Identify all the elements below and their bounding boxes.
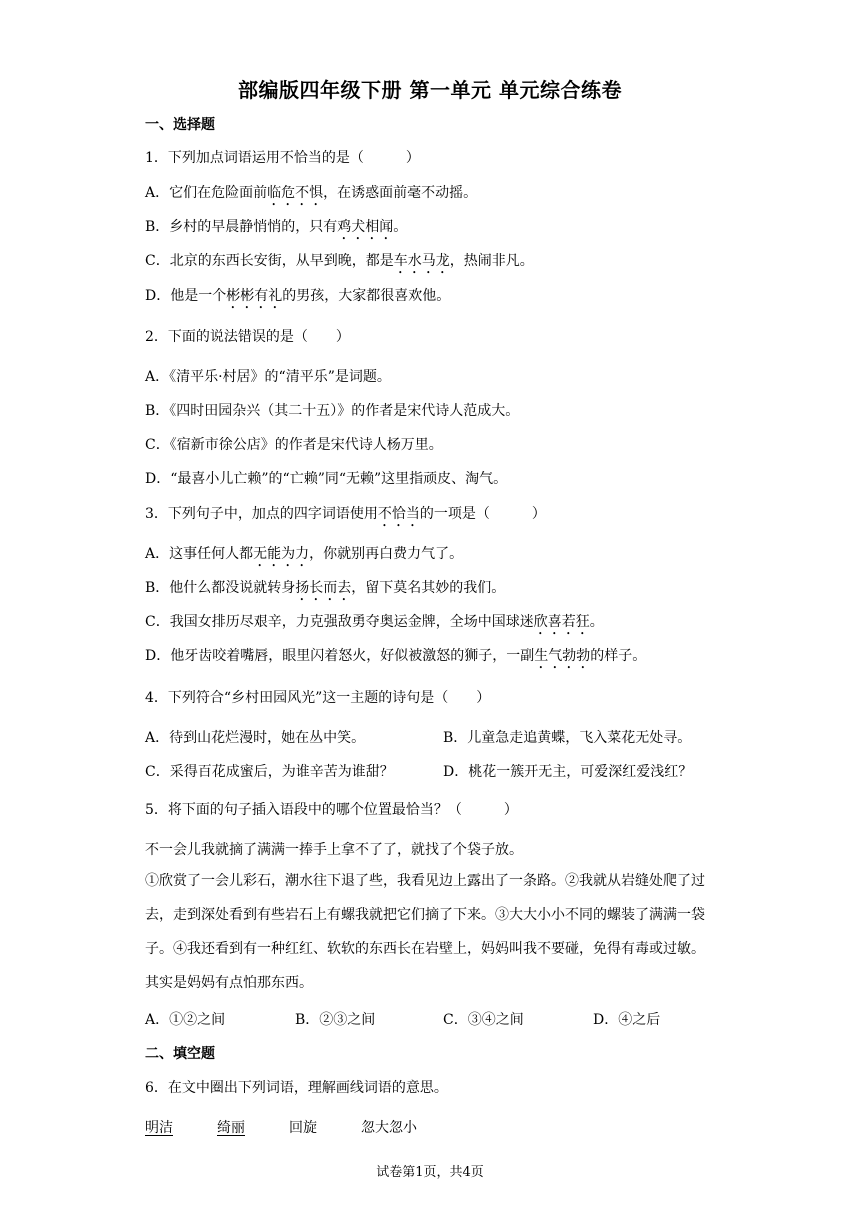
- question-5-option-a: A．①②之间: [145, 1012, 226, 1028]
- question-1-stem: 1．下列加点词语运用不恰当的是（ ）: [145, 150, 420, 166]
- question-2-option-a: A．《清平乐·村居》的“清平乐”是词题。: [145, 369, 391, 385]
- dotted-word: 扬长而去: [295, 580, 352, 596]
- word-underlined: 绮丽: [217, 1120, 245, 1136]
- question-5-option-c: C．③④之间: [443, 1012, 524, 1028]
- dotted-word: 临危不惧: [267, 185, 324, 201]
- section-heading-choice: 一、选择题: [145, 117, 215, 133]
- dotted-word: 不恰当: [377, 506, 420, 522]
- dotted-word: 生气勃勃: [534, 648, 591, 664]
- question-1-option-c: C．北京的东西长安街，从早到晚，都是车水马龙，热闹非凡。: [145, 253, 534, 269]
- question-2-stem: 2．下面的说法错误的是（ ）: [145, 329, 350, 345]
- question-3-option-d: D．他牙齿咬着嘴唇，眼里闪着怒火，好似被激怒的狮子，一副生气勃勃的样子。: [145, 648, 647, 664]
- question-2-option-c: C．《宿新市徐公店》的作者是宋代诗人杨万里。: [145, 437, 443, 453]
- question-3-option-b: B．他什么都没说就转身扬长而去，留下莫名其妙的我们。: [145, 580, 506, 596]
- dotted-word: 彬彬有礼: [226, 288, 283, 304]
- question-4-option-b: B．儿童急走追黄蝶，飞入菜花无处寻。: [443, 730, 692, 746]
- question-4-stem: 4．下列符合“乡村田园风光”这一主题的诗句是（ ）: [145, 690, 491, 706]
- dotted-word: 车水马龙: [393, 253, 450, 269]
- question-4-option-a: A．待到山花烂漫时，她在丛中笑。: [145, 730, 366, 746]
- section-heading-fill: 二、填空题: [145, 1046, 215, 1062]
- question-1-option-d: D．他是一个彬彬有礼的男孩，大家都很喜欢他。: [145, 288, 451, 304]
- word-plain: 忽大忽小: [361, 1120, 417, 1136]
- question-1-option-a: A．它们在危险面前临危不惧，在诱惑面前毫不动摇。: [145, 185, 478, 201]
- page-footer: 试卷第1页，共4页: [376, 1165, 484, 1180]
- question-4-option-c: C．采得百花成蜜后，为谁辛苦为谁甜？: [145, 764, 394, 780]
- dotted-word: 鸡犬相闻: [337, 219, 394, 235]
- question-4-option-d: D．桃花一簇开无主，可爱深红爱浅红？: [443, 764, 693, 780]
- question-5-passage: ①欣赏了一会儿彩石，潮水往下退了些，我看见边上露出了一条路。②我就从岩缝处爬了过去，走到深处看到有些岩石上有螺我就把它们摘了下来。③大大小小不同的螺装了满满一袋子。④我还看到有一种红红、软软的东西长在岩壁上，妈妈叫我不要碰，免得有毒或过敏。其实是妈妈有点怕那东西。: [145, 873, 705, 991]
- dotted-word: 无能为力: [253, 546, 310, 562]
- page-title: 部编版四年级下册 第一单元 单元综合练卷: [238, 78, 622, 102]
- question-6-stem: 6．在文中圈出下列词语，理解画线词语的意思。: [145, 1080, 448, 1096]
- question-3-option-c: C．我国女排历尽艰辛，力克强敌勇夺奥运金牌，全场中国球迷欣喜若狂。: [145, 614, 604, 630]
- question-5-option-d: D．④之后: [593, 1012, 661, 1028]
- word-underlined: 明洁: [145, 1120, 173, 1136]
- question-5-stem: 5．将下面的句子插入语段中的哪个位置最恰当？（ ）: [145, 802, 518, 818]
- question-3-stem: 3．下列句子中，加点的四字词语使用不恰当的一项是（ ）: [145, 506, 546, 522]
- question-5-option-b: B．②③之间: [295, 1012, 376, 1028]
- question-3-option-a: A．这事任何人都无能为力，你就别再白费力气了。: [145, 546, 464, 562]
- question-5-sentence: 不一会儿我就摘了满满一捧手上拿不了了，就找了个袋子放。: [145, 842, 523, 858]
- question-2-option-b: B．《四时田园杂兴（其二十五）》的作者是宋代诗人范成大。: [145, 403, 520, 419]
- question-1-option-b: B．乡村的早晨静悄悄的，只有鸡犬相闻。: [145, 219, 408, 235]
- question-2-option-d: D．“最喜小儿亡赖”的“亡赖”同“无赖”这里指顽皮、淘气。: [145, 471, 508, 487]
- dotted-word: 欣喜若狂: [533, 614, 590, 630]
- word-plain: 回旋: [289, 1120, 317, 1136]
